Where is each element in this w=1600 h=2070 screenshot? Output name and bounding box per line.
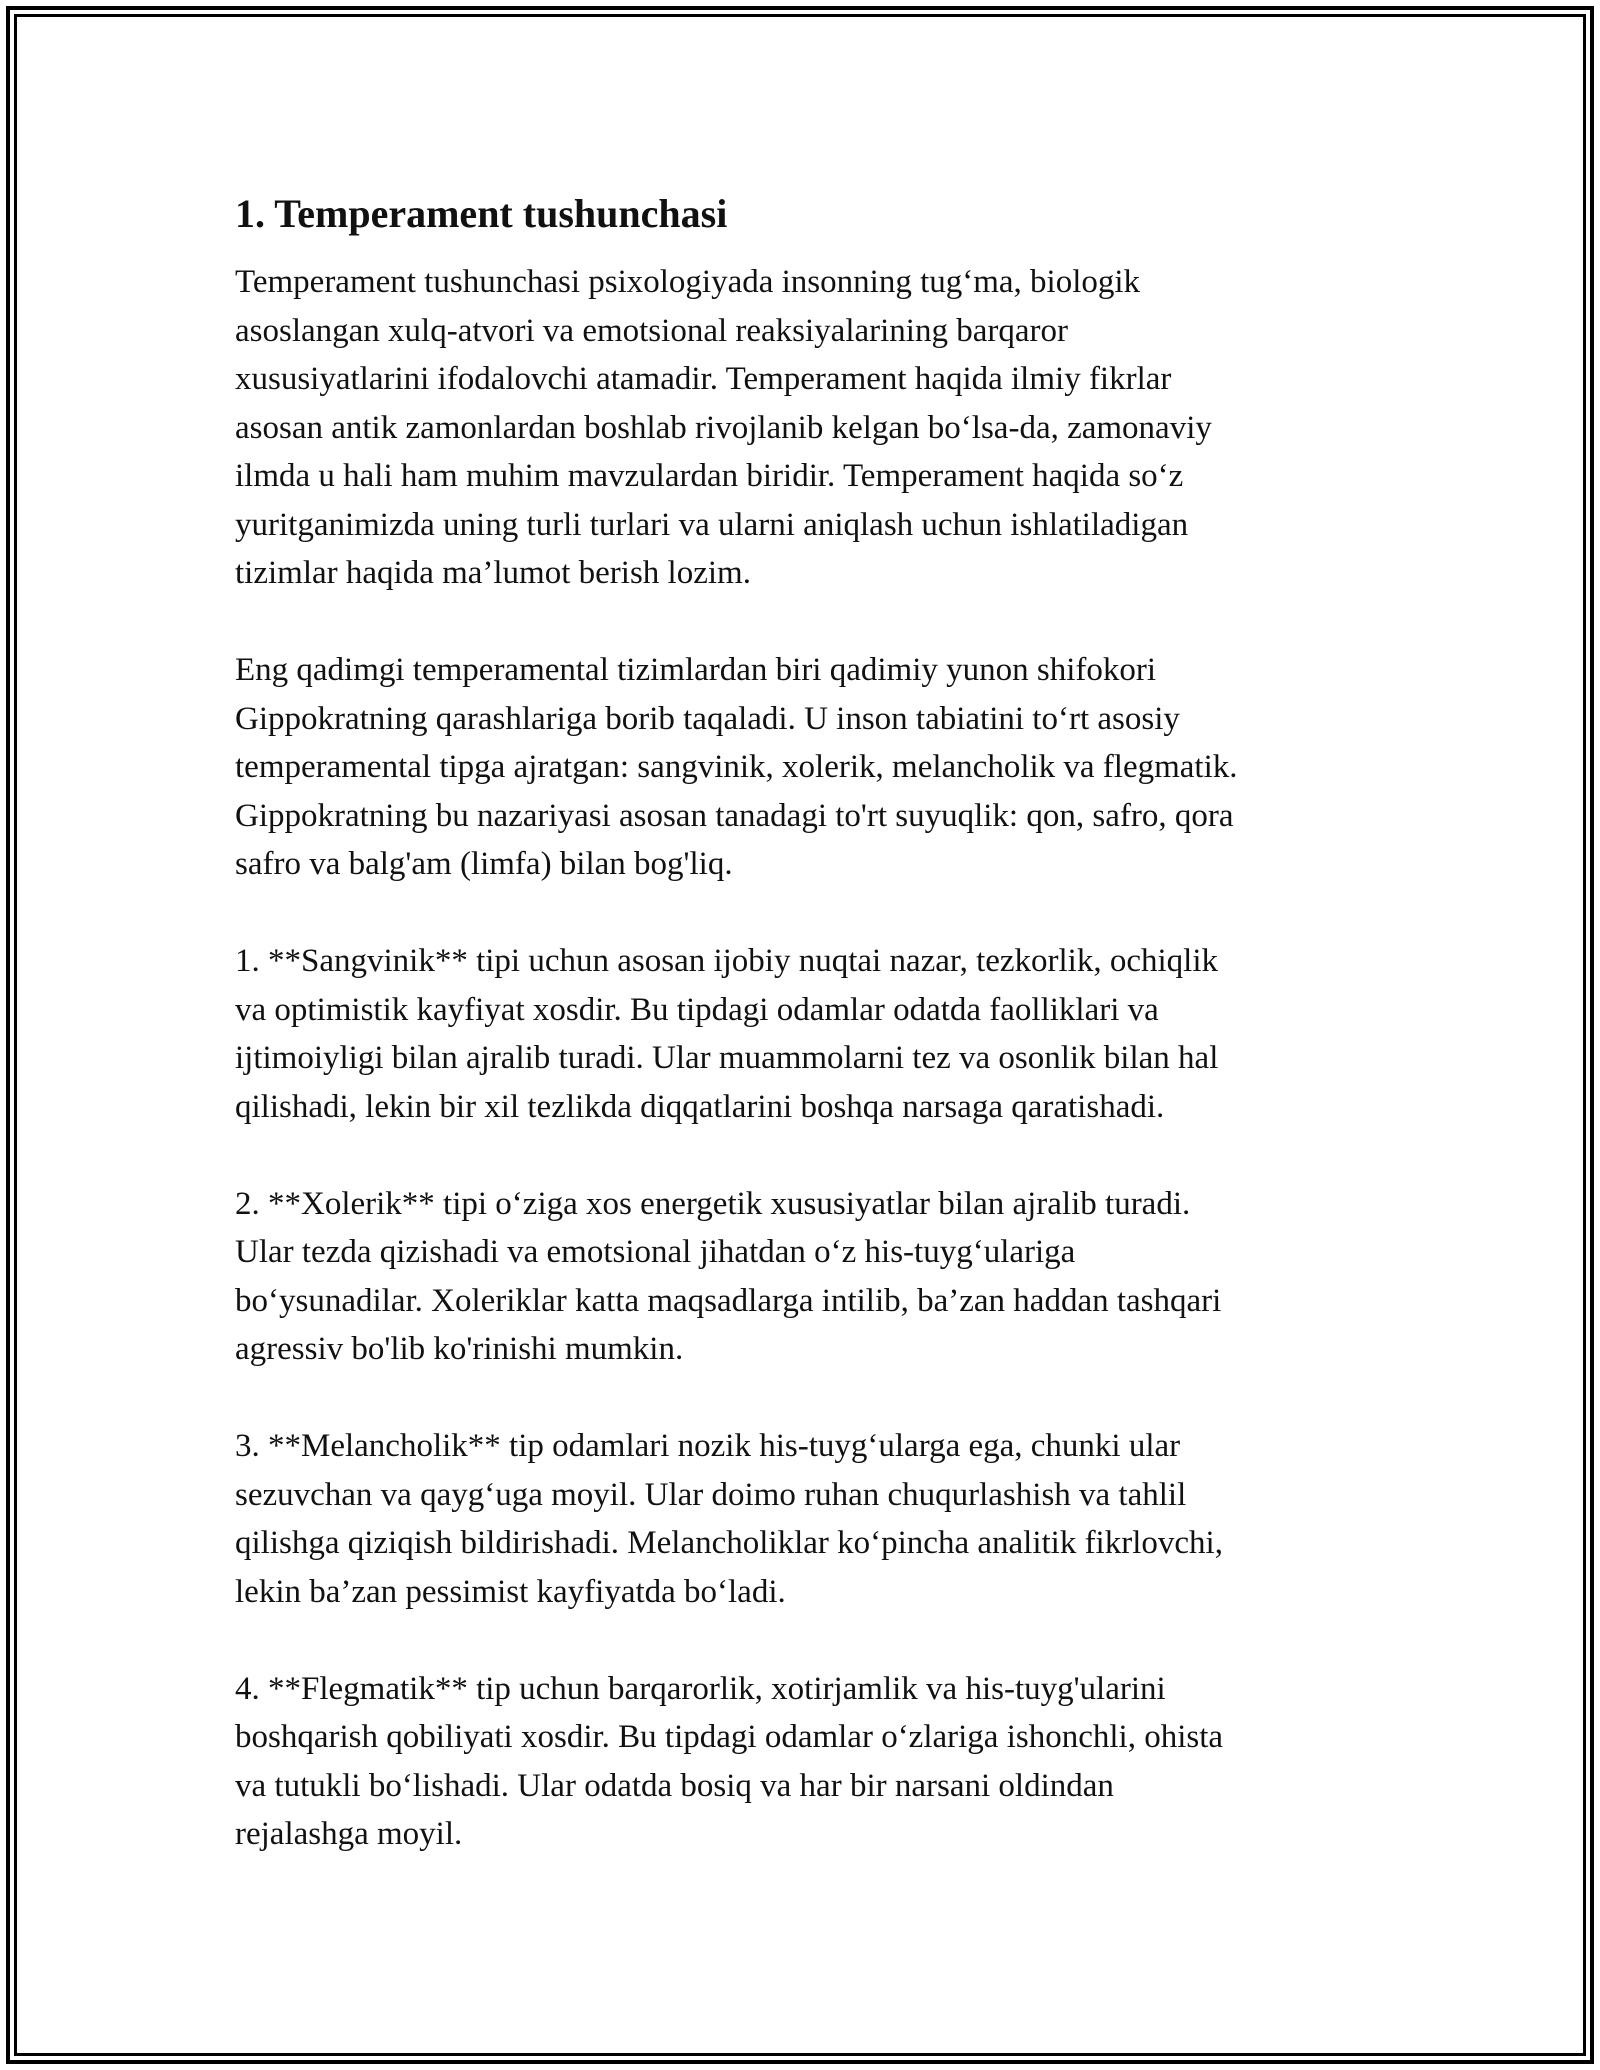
paragraph: [235, 937, 1365, 1131]
paragraph-line: sezuvchan va qayg‘uga moyil. Ular doimo ruhan chuqurlashish va tahlil: [235, 1476, 1187, 1513]
paragraph: [235, 1180, 1365, 1374]
paragraph-line: qilishadi, lekin bir xil tezlikda diqqatlarini boshqa narsaga qaratishadi.: [235, 1088, 1165, 1125]
paragraph-line: 3. **Melancholik** tip odamlari nozik his-tuyg‘ularga ega, chunki ular: [235, 1428, 1181, 1464]
paragraph: [235, 646, 1365, 889]
paragraph-line: qilishga qiziqish bildirishadi. Melancholiklar ko‘pincha analitik fikrlovchi,: [235, 1525, 1223, 1561]
paragraph: [235, 258, 1365, 598]
paragraph-line: lekin ba’zan pessimist kayfiyatda bo‘ladi.: [235, 1573, 786, 1610]
paragraph-line: temperamental tipga ajratgan: sangvinik, xolerik, melancholik va flegmatik.: [235, 749, 1238, 785]
document-body: [235, 188, 1365, 1907]
paragraph: [235, 1422, 1365, 1616]
paragraph-line: agressiv bo'lib ko'rinishi mumkin.: [235, 1331, 684, 1367]
paragraph-line: tizimlar haqida ma’lumot berish lozim.: [235, 555, 751, 591]
paragraph-line: 2. **Xolerik** tipi o‘ziga xos energetik xususiyatlar bilan ajralib turadi.: [235, 1185, 1191, 1222]
paragraph-line: Eng qadimgi temperamental tizimlardan biri qadimiy yunon shifokori: [235, 652, 1157, 688]
paragraph-line: va tutukli bo‘lishadi. Ular odatda bosiq va har bir narsani oldindan: [235, 1767, 1114, 1804]
paragraph-line: Ular tezda qizishadi va emotsional jihatdan o‘z his-tuyg‘ulariga: [235, 1234, 1076, 1270]
paragraph: [235, 1665, 1365, 1859]
paragraph-line: ijtimoiyligi bilan ajralib turadi. Ular muammolarni tez va osonlik bilan hal: [235, 1040, 1219, 1076]
paragraph-line: boshqarish qobiliyati xosdir. Bu tipdagi odamlar o‘zlariga ishonchli, ohista: [235, 1719, 1224, 1755]
section-heading: 1. Temperament tushunchasi: [235, 191, 728, 236]
paragraph-line: rejalashga moyil.: [235, 1816, 463, 1852]
paragraph-line: safro va balg'am (limfa) bilan bog'liq.: [235, 846, 733, 882]
paragraph-line: yuritganimizda uning turli turlari va ularni aniqlash uchun ishlatiladigan: [235, 506, 1189, 543]
paragraph-list: [235, 258, 1365, 1859]
paragraph-line: 1. **Sangvinik** tipi uchun asosan ijobiy nuqtai nazar, tezkorlik, ochiqlik: [235, 943, 1219, 979]
paragraph-line: asoslangan xulq-atvori va emotsional reaksiyalarining barqaror: [235, 312, 1068, 349]
paragraph-line: 4. **Flegmatik** tip uchun barqarorlik, xotirjamlik va his-tuyg'ularini: [235, 1670, 1166, 1707]
paragraph-line: bo‘ysunadilar. Xoleriklar katta maqsadlarga intilib, ba’zan haddan tashqari: [235, 1282, 1222, 1319]
paragraph-line: Gippokratning qarashlariga borib taqaladi. U inson tabiatini to‘rt asosiy: [235, 700, 1180, 737]
paragraph-line: xususiyatlarini ifodalovchi atamadir. Temperament haqida ilmiy fikrlar: [235, 361, 1172, 397]
paragraph-line: asosan antik zamonlardan boshlab rivojlanib kelgan bo‘lsa-da, zamonaviy: [235, 409, 1212, 446]
paragraph-line: ilmda u hali ham muhim mavzulardan biridir. Temperament haqida so‘z: [235, 458, 1184, 494]
paragraph-line: va optimistik kayfiyat xosdir. Bu tipdagi odamlar odatda faolliklari va: [235, 991, 1159, 1028]
paragraph-line: Gippokratning bu nazariyasi asosan tanadagi to'rt suyuqlik: qon, safro, qora: [235, 797, 1234, 834]
paragraph-line: Temperament tushunchasi psixologiyada insonning tug‘ma, biologik: [235, 264, 1141, 300]
